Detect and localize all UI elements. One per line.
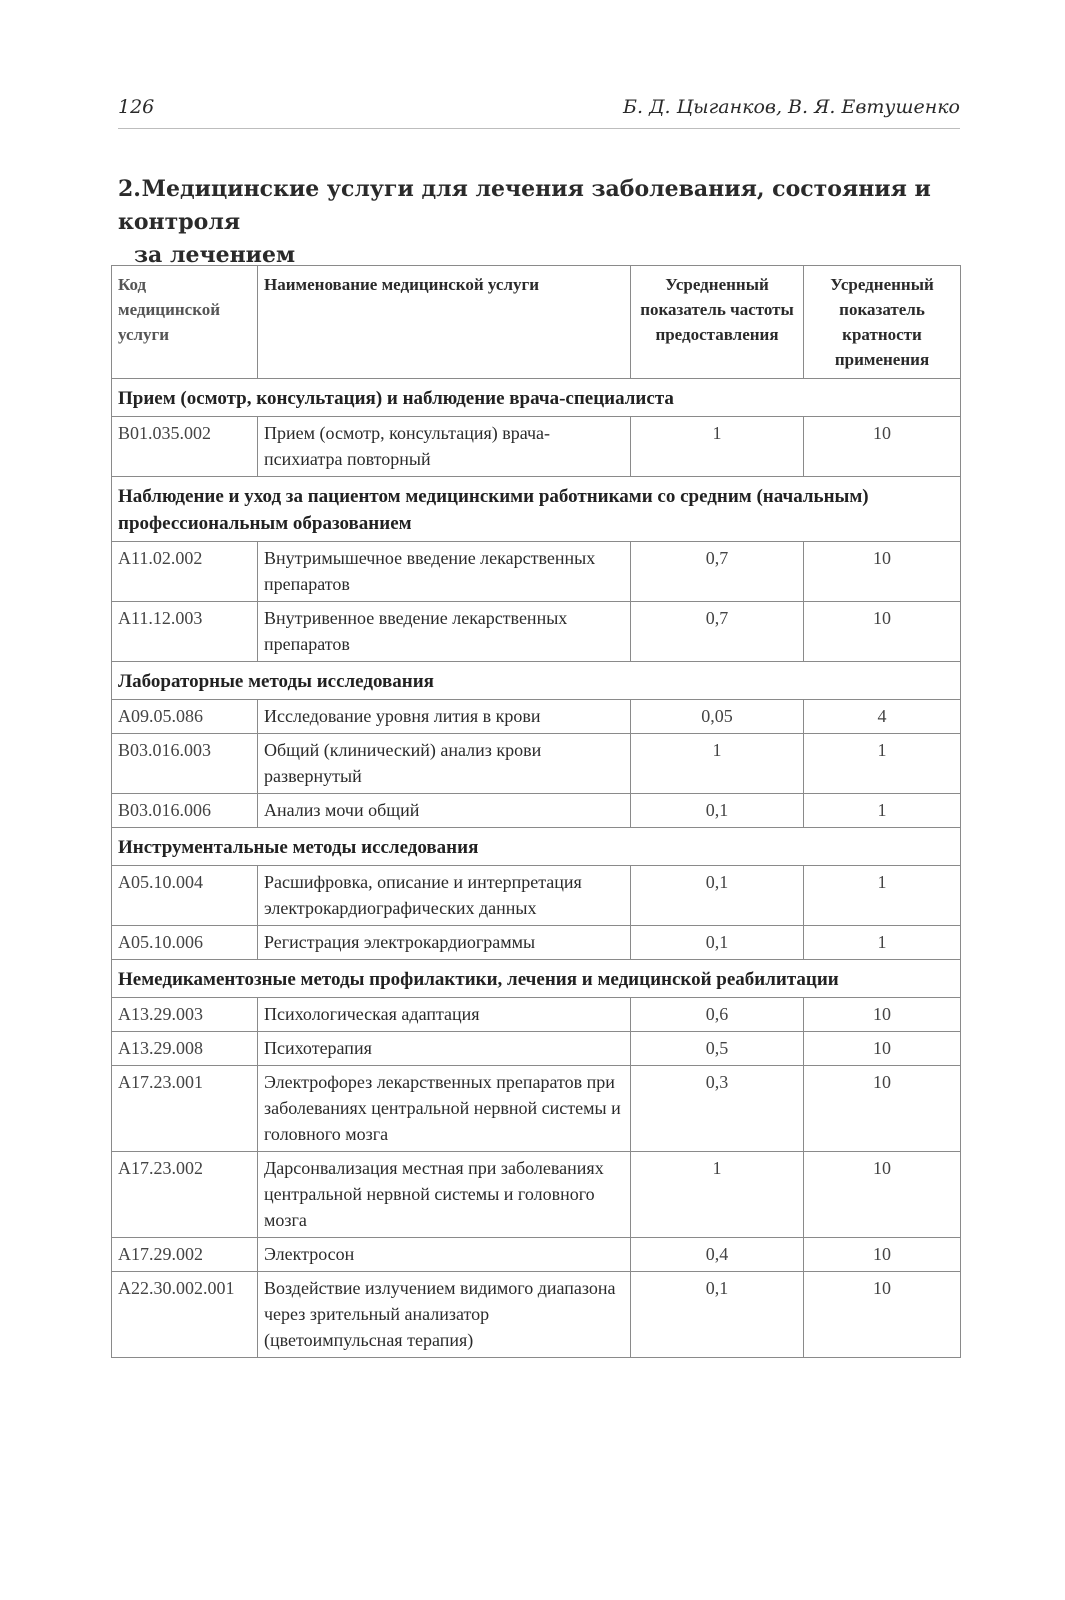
service-frequency: 0,3 bbox=[631, 1066, 804, 1152]
service-code: A11.12.003 bbox=[112, 602, 258, 662]
service-name: Электрофорез лекарственных препаратов при заболеваниях центральной нервной системы и головного мозга bbox=[258, 1066, 631, 1152]
service-code: A13.29.008 bbox=[112, 1032, 258, 1066]
group-row bbox=[112, 477, 961, 542]
service-multiplicity: 1 bbox=[804, 866, 961, 926]
service-code: A17.23.002 bbox=[112, 1152, 258, 1238]
running-head-authors: Б. Д. Цыганков, В. Я. Евтушенко bbox=[623, 96, 960, 118]
table-row bbox=[112, 1032, 961, 1066]
service-name: Электросон bbox=[258, 1238, 631, 1272]
service-multiplicity: 10 bbox=[804, 998, 961, 1032]
service-multiplicity: 10 bbox=[804, 1272, 961, 1358]
service-name: Психотерапия bbox=[258, 1032, 631, 1066]
service-name: Общий (клинический) анализ крови развернутый bbox=[258, 734, 631, 794]
service-frequency: 0,1 bbox=[631, 794, 804, 828]
table-row bbox=[112, 926, 961, 960]
header-frequency: Усредненный показатель частоты предоставления bbox=[631, 266, 804, 379]
header-multiplicity: Усредненный показатель кратности применения bbox=[804, 266, 961, 379]
group-row bbox=[112, 960, 961, 998]
medical-services-table bbox=[111, 265, 961, 1358]
section-title-line1: Медицинские услуги для лечения заболевания, состояния и контроля bbox=[118, 176, 931, 235]
table-header-row bbox=[112, 266, 961, 379]
service-frequency: 0,05 bbox=[631, 700, 804, 734]
service-name: Анализ мочи общий bbox=[258, 794, 631, 828]
section-title bbox=[118, 173, 958, 272]
table-row bbox=[112, 1152, 961, 1238]
service-name: Исследование уровня лития в крови bbox=[258, 700, 631, 734]
header-name: Наименование медицинской услуги bbox=[258, 266, 631, 379]
service-code: A13.29.003 bbox=[112, 998, 258, 1032]
service-frequency: 1 bbox=[631, 1152, 804, 1238]
table-row bbox=[112, 998, 961, 1032]
service-multiplicity: 10 bbox=[804, 1032, 961, 1066]
group-title: Инструментальные методы исследования bbox=[112, 828, 961, 866]
table-row bbox=[112, 734, 961, 794]
service-frequency: 0,7 bbox=[631, 602, 804, 662]
service-frequency: 0,1 bbox=[631, 866, 804, 926]
table-row bbox=[112, 1066, 961, 1152]
service-multiplicity: 10 bbox=[804, 1066, 961, 1152]
service-code: B03.016.003 bbox=[112, 734, 258, 794]
service-code: A17.29.002 bbox=[112, 1238, 258, 1272]
service-multiplicity: 10 bbox=[804, 602, 961, 662]
page-number: 126 bbox=[118, 96, 155, 118]
service-code: A09.05.086 bbox=[112, 700, 258, 734]
group-title: Наблюдение и уход за пациентом медицинскими работниками со средним (начальным) профессиональным образованием bbox=[112, 477, 961, 542]
table-row bbox=[112, 794, 961, 828]
service-multiplicity: 1 bbox=[804, 734, 961, 794]
group-title: Лабораторные методы исследования bbox=[112, 662, 961, 700]
service-code: A22.30.002.001 bbox=[112, 1272, 258, 1358]
service-frequency: 0,4 bbox=[631, 1238, 804, 1272]
table-row bbox=[112, 866, 961, 926]
group-row bbox=[112, 662, 961, 700]
service-multiplicity: 10 bbox=[804, 1238, 961, 1272]
section-number: 2. bbox=[118, 176, 141, 202]
group-title: Прием (осмотр, консультация) и наблюдение врача-специалиста bbox=[112, 379, 961, 417]
service-name: Прием (осмотр, консультация) врача-психиатра повторный bbox=[258, 417, 631, 477]
service-multiplicity: 10 bbox=[804, 417, 961, 477]
service-name: Расшифровка, описание и интерпретация электрокардиографических данных bbox=[258, 866, 631, 926]
service-frequency: 1 bbox=[631, 734, 804, 794]
page-header bbox=[118, 94, 960, 129]
service-frequency: 0,1 bbox=[631, 926, 804, 960]
service-multiplicity: 1 bbox=[804, 794, 961, 828]
service-frequency: 0,5 bbox=[631, 1032, 804, 1066]
service-name: Дарсонвализация местная при заболеваниях центральной нервной системы и головного мозга bbox=[258, 1152, 631, 1238]
service-multiplicity: 4 bbox=[804, 700, 961, 734]
service-code: B03.016.006 bbox=[112, 794, 258, 828]
table-row bbox=[112, 700, 961, 734]
group-title: Немедикаментозные методы профилактики, лечения и медицинской реабилитации bbox=[112, 960, 961, 998]
table-row bbox=[112, 1238, 961, 1272]
service-code: A17.23.001 bbox=[112, 1066, 258, 1152]
service-code: A05.10.006 bbox=[112, 926, 258, 960]
service-multiplicity: 10 bbox=[804, 1152, 961, 1238]
service-code: B01.035.002 bbox=[112, 417, 258, 477]
service-frequency: 0,1 bbox=[631, 1272, 804, 1358]
group-row bbox=[112, 379, 961, 417]
service-code: A05.10.004 bbox=[112, 866, 258, 926]
section-title-line2: за лечением bbox=[134, 242, 296, 268]
service-name: Внутримышечное введение лекарственных препаратов bbox=[258, 542, 631, 602]
service-name: Регистрация электрокардиограммы bbox=[258, 926, 631, 960]
service-multiplicity: 10 bbox=[804, 542, 961, 602]
header-code: Код медицинской услуги bbox=[112, 266, 258, 379]
service-name: Воздействие излучением видимого диапазона через зрительный анализатор (цветоимпульсная терапия) bbox=[258, 1272, 631, 1358]
service-frequency: 0,7 bbox=[631, 542, 804, 602]
service-frequency: 0,6 bbox=[631, 998, 804, 1032]
table-row bbox=[112, 1272, 961, 1358]
service-multiplicity: 1 bbox=[804, 926, 961, 960]
service-frequency: 1 bbox=[631, 417, 804, 477]
table-row bbox=[112, 417, 961, 477]
service-name: Внутривенное введение лекарственных препаратов bbox=[258, 602, 631, 662]
service-code: A11.02.002 bbox=[112, 542, 258, 602]
service-name: Психологическая адаптация bbox=[258, 998, 631, 1032]
table-row bbox=[112, 602, 961, 662]
table-row bbox=[112, 542, 961, 602]
group-row bbox=[112, 828, 961, 866]
